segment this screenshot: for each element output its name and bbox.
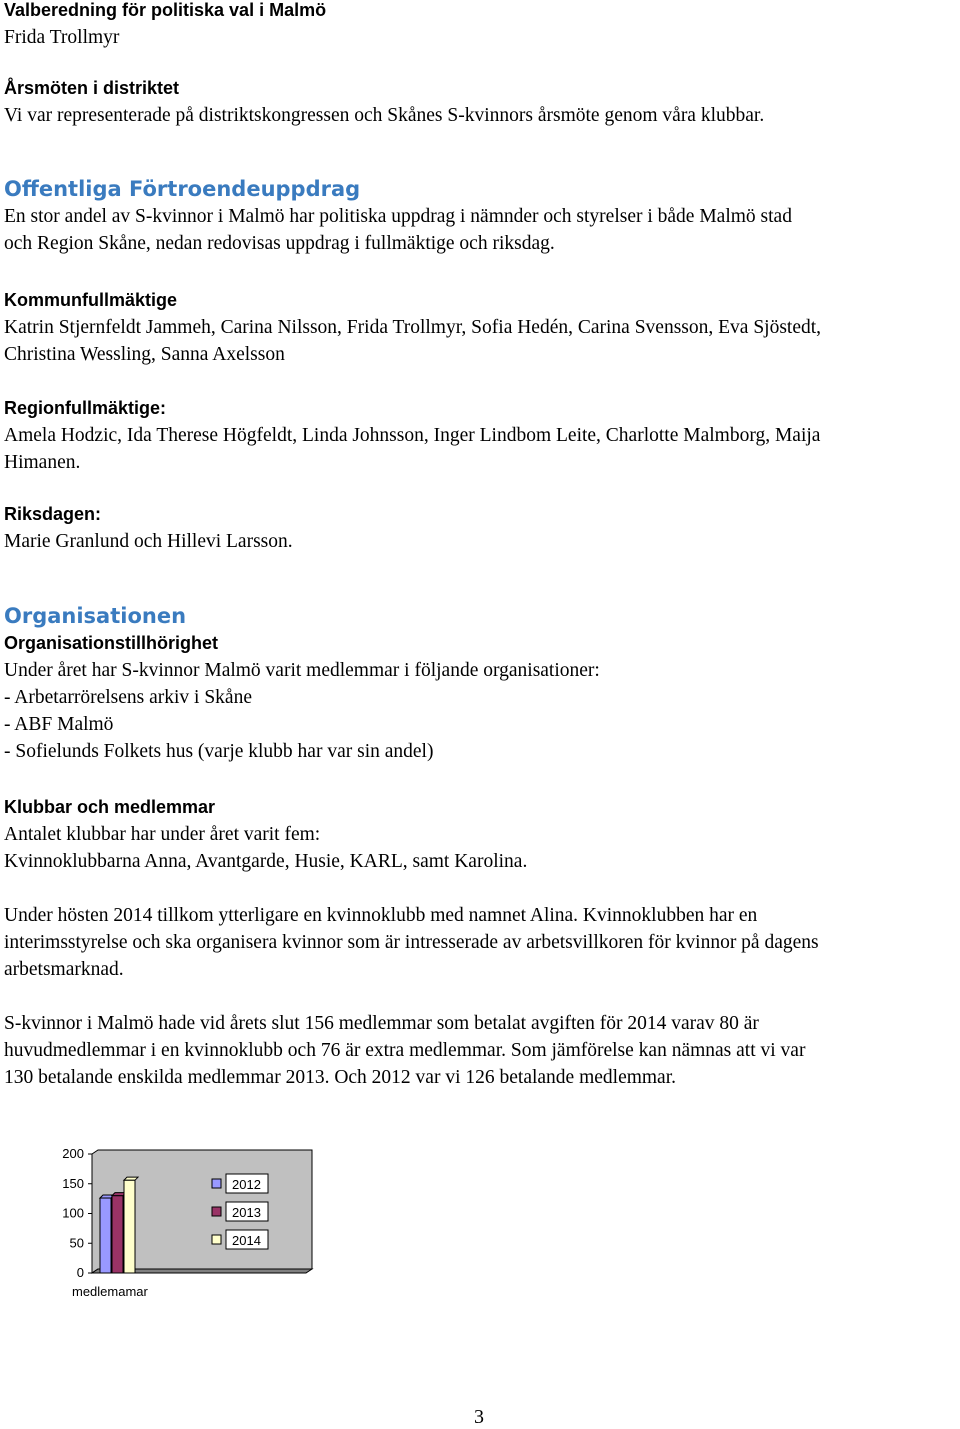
bar-2014 [124, 1180, 135, 1273]
heading-riksdagen: Riksdagen: [4, 504, 102, 524]
klubbar-p3-line-2: huvudmedlemmar i en kvinnoklubb och 76 är extra medlemmar. Som jämförelse kan nämnas att vi var [4, 1040, 806, 1061]
section-offentliga [4, 175, 956, 257]
section-organisationen [4, 602, 956, 765]
heading-regionfullmaktige: Regionfullmäktige: [4, 398, 167, 418]
heading-organisationstillhorighet: Organisationstillhörighet [4, 633, 219, 653]
section-riksdagen [4, 501, 956, 555]
section-valberedning [4, 0, 956, 51]
legend-label-2014: 2014 [232, 1233, 261, 1248]
y-tick-label: 0 [76, 1265, 84, 1280]
page-number: 3 [474, 1406, 484, 1428]
legend-label-2013: 2013 [232, 1205, 261, 1220]
klubbar-p2-line-1: Under hösten 2014 tillkom ytterligare en kvinnoklubb med namnet Alina. Kvinnoklubben har en [4, 905, 758, 926]
bar-2013 [112, 1196, 123, 1273]
section-title-valberedning: Valberedning för politiska val i Malmö [4, 0, 327, 20]
bar-top-2014 [124, 1177, 138, 1180]
riksdag-text: Marie Granlund och Hillevi Larsson. [4, 531, 293, 552]
arsmoten-text: Vi var representerade på distriktskongressen och Skånes S-kvinnors årsmöte genom våra klubbar. [4, 105, 765, 126]
y-tick-label: 200 [62, 1146, 84, 1161]
y-tick-label: 100 [62, 1205, 84, 1221]
region-line-1: Amela Hodzic, Ida Therese Högfeldt, Linda Johnsson, Inger Lindbom Leite, Charlotte Malmborg, Maija [4, 425, 821, 446]
kommun-line-2: Christina Wessling, Sanna Axelsson [4, 344, 285, 365]
y-tick-label: 50 [69, 1235, 84, 1251]
membership-chart-svg [40, 1140, 340, 1310]
section-kommunfullmaktige [4, 287, 956, 368]
heading-offentliga: Offentliga Förtroendeuppdrag [4, 177, 361, 201]
organisation-item-1: - Arbetarrörelsens arkiv i Skåne [4, 687, 252, 708]
klubbar-p2-line-3: arbetsmarknad. [4, 959, 124, 980]
heading-kommunfullmaktige: Kommunfullmäktige [4, 290, 178, 310]
legend-swatch-2013 [212, 1207, 221, 1216]
section-arsmoten [4, 75, 956, 129]
bar-2012 [100, 1198, 111, 1273]
region-line-2: Himanen. [4, 452, 81, 473]
heading-klubbar: Klubbar och medlemmar [4, 797, 216, 817]
section-title-arsmoten: Årsmöten i distriktet [4, 78, 180, 98]
klubbar-line-1: Antalet klubbar har under året varit fem: [4, 824, 321, 845]
membership-chart [40, 1140, 340, 1310]
klubbar-p3-line-1: S-kvinnor i Malmö hade vid årets slut 156 medlemmar som betalat avgiften för 2014 varav 80 är [4, 1013, 759, 1034]
legend-swatch-2012 [212, 1179, 221, 1188]
legend-label-2012: 2012 [232, 1177, 261, 1192]
x-axis-label: medlemamar [72, 1284, 148, 1299]
klubbar-p2-line-2: interimsstyrelse och ska organisera kvinnor som är intresserade av arbetsvillkoren för kvinnor på dagens [4, 932, 819, 953]
valberedning-name: Frida Trollmyr [4, 27, 120, 48]
offentliga-line-1: En stor andel av S-kvinnor i Malmö har politiska uppdrag i nämnder och styrelser i både Malmö stad [4, 206, 792, 227]
section-klubbar [4, 794, 956, 1091]
kommun-line-1: Katrin Stjernfeldt Jammeh, Carina Nilsson, Frida Trollmyr, Sofia Hedén, Carina Svensson, Eva Sjöstedt, [4, 317, 822, 338]
klubbar-line-2: Kvinnoklubbarna Anna, Avantgarde, Husie, KARL, samt Karolina. [4, 851, 528, 872]
heading-organisationen: Organisationen [4, 604, 187, 628]
legend-swatch-2014 [212, 1235, 221, 1244]
y-tick-label: 150 [62, 1175, 84, 1191]
organisation-item-3: - Sofielunds Folkets hus (varje klubb har var sin andel) [4, 741, 434, 762]
section-regionfullmaktige [4, 395, 956, 476]
offentliga-line-2: och Region Skåne, nedan redovisas uppdrag i fullmäktige och riksdag. [4, 233, 555, 254]
organisation-intro: Under året har S-kvinnor Malmö varit medlemmar i följande organisationer: [4, 660, 600, 681]
klubbar-p3-line-3: 130 betalande enskilda medlemmar 2013. Och 2012 var vi 126 betalande medlemmar. [4, 1067, 677, 1088]
organisation-item-2: - ABF Malmö [4, 714, 114, 735]
